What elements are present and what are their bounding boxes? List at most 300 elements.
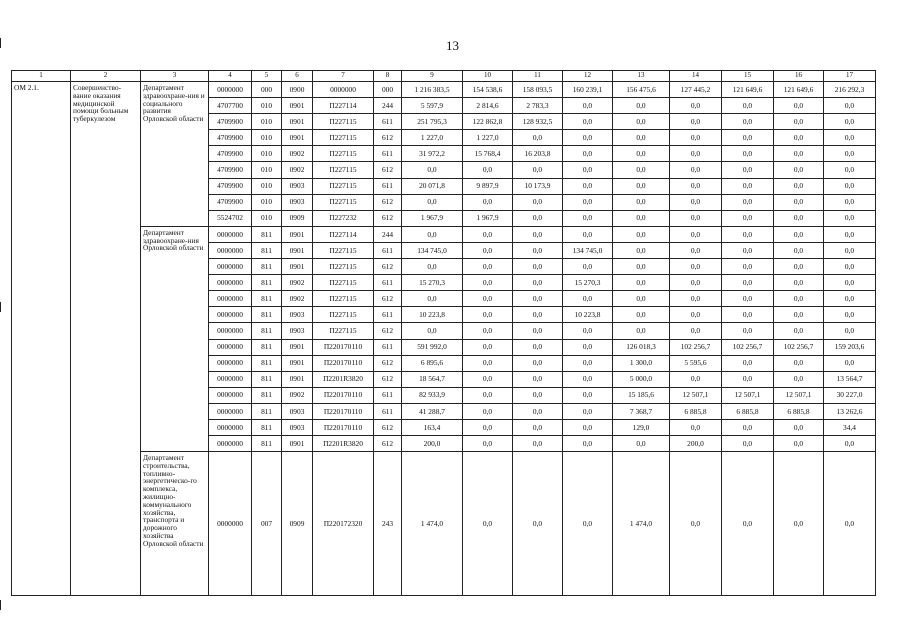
table-cell: П227115 xyxy=(313,242,374,258)
table-cell: 0,0 xyxy=(824,242,876,258)
table-cell: 20 071,8 xyxy=(402,178,463,194)
table-cell: 216 292,3 xyxy=(824,82,876,98)
table-cell: 0,0 xyxy=(563,162,613,178)
table-cell: 0,0 xyxy=(563,130,613,146)
table-cell: 158 093,5 xyxy=(513,82,563,98)
table-cell: 612 xyxy=(374,194,402,210)
table-cell: 0,0 xyxy=(670,275,722,291)
table-cell: 0,0 xyxy=(563,194,613,210)
table-cell: 0,0 xyxy=(463,242,513,258)
table-cell: 129,0 xyxy=(613,419,670,435)
column-number: 10 xyxy=(463,71,513,82)
table-cell: 160 239,1 xyxy=(563,82,613,98)
column-number: 4 xyxy=(209,71,252,82)
table-cell: 0,0 xyxy=(774,210,824,226)
table-cell: П227115 xyxy=(313,259,374,275)
table-cell: 0,0 xyxy=(670,291,722,307)
table-cell: 0,0 xyxy=(513,162,563,178)
table-cell: 102 256,7 xyxy=(774,339,824,355)
table-cell: 0,0 xyxy=(513,436,563,452)
table-cell: 0,0 xyxy=(670,419,722,435)
table-cell: 122 862,8 xyxy=(463,114,513,130)
table-cell: 102 256,7 xyxy=(670,339,722,355)
table-cell: 15 768,4 xyxy=(463,146,513,162)
table-cell: 0,0 xyxy=(463,436,513,452)
table-cell: 811 xyxy=(252,387,282,403)
table-cell: 0901 xyxy=(282,371,313,387)
table-cell: 0,0 xyxy=(402,162,463,178)
table-cell: 0,0 xyxy=(722,419,774,435)
table-cell: 0,0 xyxy=(722,178,774,194)
table-cell: 0,0 xyxy=(513,403,563,419)
table-cell: 41 288,7 xyxy=(402,403,463,419)
table-cell: 30 227,0 xyxy=(824,387,876,403)
table-cell: 0,0 xyxy=(670,307,722,323)
table-cell: П227114 xyxy=(313,98,374,114)
table-cell: 811 xyxy=(252,323,282,339)
table-cell: 811 xyxy=(252,226,282,242)
table-cell: 126 018,3 xyxy=(613,339,670,355)
table-cell: 010 xyxy=(252,146,282,162)
table-cell: 0,0 xyxy=(824,323,876,339)
table-cell: 0000000 xyxy=(209,339,252,355)
table-cell: 0,0 xyxy=(824,291,876,307)
executor-name: Департамент здравоохране-ния и социального развития Орловской области xyxy=(141,82,209,227)
table-cell: 0,0 xyxy=(722,259,774,275)
table-cell: П227115 xyxy=(313,130,374,146)
table-cell: 0,0 xyxy=(563,452,613,596)
table-cell: 0,0 xyxy=(613,146,670,162)
table-cell: 0,0 xyxy=(563,387,613,403)
column-number: 7 xyxy=(313,71,374,82)
table-cell: П2201R3820 xyxy=(313,371,374,387)
table-cell: 0000000 xyxy=(209,82,252,98)
table-cell: 0,0 xyxy=(670,98,722,114)
column-number: 5 xyxy=(252,71,282,82)
table-cell: 16 203,8 xyxy=(513,146,563,162)
table-cell: 0902 xyxy=(282,291,313,307)
table-cell: 010 xyxy=(252,194,282,210)
table-cell: 611 xyxy=(374,387,402,403)
column-number: 9 xyxy=(402,71,463,82)
table-cell: 0000000 xyxy=(209,226,252,242)
scan-edge-mark xyxy=(0,302,1,312)
table-cell: 0,0 xyxy=(513,452,563,596)
table-cell: 811 xyxy=(252,242,282,258)
table-cell: 0,0 xyxy=(513,194,563,210)
table-cell: 0,0 xyxy=(670,130,722,146)
table-cell: 0,0 xyxy=(513,275,563,291)
table-cell: 811 xyxy=(252,436,282,452)
table-cell: 0,0 xyxy=(774,275,824,291)
table-cell: 0,0 xyxy=(670,371,722,387)
table-cell: 0,0 xyxy=(513,226,563,242)
table-cell: 0901 xyxy=(282,226,313,242)
column-number: 1 xyxy=(12,71,71,82)
table-cell: 0,0 xyxy=(774,419,824,435)
table-cell: П227115 xyxy=(313,275,374,291)
table-cell: 0,0 xyxy=(774,259,824,275)
table-cell: 5 597,9 xyxy=(402,98,463,114)
table-cell: 811 xyxy=(252,355,282,371)
table-cell: 12 507,1 xyxy=(722,387,774,403)
column-number: 12 xyxy=(563,71,613,82)
table-cell: 0,0 xyxy=(722,355,774,371)
table-cell: 0,0 xyxy=(513,355,563,371)
table-cell: 1 967,9 xyxy=(402,210,463,226)
table-cell: 0,0 xyxy=(463,291,513,307)
table-cell: П227115 xyxy=(313,178,374,194)
table-cell: 0,0 xyxy=(670,162,722,178)
table-cell: П227115 xyxy=(313,162,374,178)
table-cell: 612 xyxy=(374,162,402,178)
table-cell: 0,0 xyxy=(824,275,876,291)
table-cell: 0902 xyxy=(282,275,313,291)
table-cell: 0,0 xyxy=(513,291,563,307)
table-cell: 0,0 xyxy=(824,355,876,371)
table-cell: 612 xyxy=(374,371,402,387)
table-cell: 0000000 xyxy=(209,436,252,452)
table-cell: 159 203,6 xyxy=(824,339,876,355)
table-cell: 0,0 xyxy=(463,162,513,178)
table-cell: 611 xyxy=(374,307,402,323)
table-cell: 0,0 xyxy=(774,226,824,242)
table-cell: 0,0 xyxy=(722,275,774,291)
table-cell: 0000000 xyxy=(313,82,374,98)
table-cell: П220172320 xyxy=(313,452,374,596)
table-cell: 811 xyxy=(252,291,282,307)
table-cell: 0,0 xyxy=(824,178,876,194)
table-cell: 4709900 xyxy=(209,130,252,146)
table-cell: 1 474,0 xyxy=(613,452,670,596)
table-cell: П227115 xyxy=(313,291,374,307)
table-cell: 0,0 xyxy=(613,194,670,210)
table-cell: 612 xyxy=(374,436,402,452)
table-cell: 0,0 xyxy=(613,114,670,130)
table-cell: 12 507,1 xyxy=(774,387,824,403)
table-cell: 0,0 xyxy=(613,291,670,307)
table-cell: П227115 xyxy=(313,114,374,130)
table-cell: 121 649,6 xyxy=(722,82,774,98)
table-cell: 010 xyxy=(252,162,282,178)
table-cell: 0,0 xyxy=(563,114,613,130)
table-cell: 010 xyxy=(252,178,282,194)
table-cell: 0,0 xyxy=(513,339,563,355)
table-cell: 0,0 xyxy=(824,194,876,210)
table-cell: 121 649,6 xyxy=(774,82,824,98)
column-number: 11 xyxy=(513,71,563,82)
table-cell: 0,0 xyxy=(670,259,722,275)
table-cell: 4707700 xyxy=(209,98,252,114)
table-cell: 0,0 xyxy=(824,98,876,114)
table-cell: 2 814,6 xyxy=(463,98,513,114)
table-cell: 6 885,8 xyxy=(670,403,722,419)
table-cell: 18 564,7 xyxy=(402,371,463,387)
table-cell: 200,0 xyxy=(670,436,722,452)
table-cell: 4709900 xyxy=(209,146,252,162)
table-cell: 0902 xyxy=(282,146,313,162)
table-cell: 0000000 xyxy=(209,452,252,596)
table-cell: 0,0 xyxy=(513,210,563,226)
table-cell: 0,0 xyxy=(722,307,774,323)
table-cell: 0901 xyxy=(282,355,313,371)
table-cell: 102 256,7 xyxy=(722,339,774,355)
table-cell: 0,0 xyxy=(402,323,463,339)
header-row xyxy=(12,71,876,82)
table-cell: 811 xyxy=(252,371,282,387)
table-cell: 4709900 xyxy=(209,178,252,194)
table-row xyxy=(12,82,876,98)
table-cell: 0909 xyxy=(282,210,313,226)
table-cell: 0903 xyxy=(282,194,313,210)
table-cell: 811 xyxy=(252,307,282,323)
table-cell: 4709900 xyxy=(209,114,252,130)
table-cell: 0,0 xyxy=(670,178,722,194)
table-cell: 0,0 xyxy=(402,194,463,210)
table-cell: 0909 xyxy=(282,452,313,596)
table-cell: 0000000 xyxy=(209,355,252,371)
table-cell: 0,0 xyxy=(613,242,670,258)
table-cell: 0,0 xyxy=(722,130,774,146)
table-cell: 0,0 xyxy=(722,436,774,452)
table-cell: П227114 xyxy=(313,226,374,242)
table-cell: 0,0 xyxy=(613,307,670,323)
table-cell: 0000000 xyxy=(209,403,252,419)
table-cell: 0,0 xyxy=(774,98,824,114)
table-cell: 1 300,0 xyxy=(613,355,670,371)
table-cell: 0901 xyxy=(282,114,313,130)
column-number: 17 xyxy=(824,71,876,82)
table-cell: 251 795,3 xyxy=(402,114,463,130)
table-cell: 0,0 xyxy=(722,194,774,210)
table-cell: 0,0 xyxy=(824,146,876,162)
table-cell: 1 967,9 xyxy=(463,210,513,226)
table-cell: 0,0 xyxy=(563,291,613,307)
table-cell: 0,0 xyxy=(670,210,722,226)
table-cell: 0000000 xyxy=(209,259,252,275)
table-cell: П227115 xyxy=(313,194,374,210)
table-cell: 31 972,2 xyxy=(402,146,463,162)
table-cell: 000 xyxy=(374,82,402,98)
table-cell: 0,0 xyxy=(670,242,722,258)
table-cell: 612 xyxy=(374,130,402,146)
table-cell: 6 885,8 xyxy=(774,403,824,419)
table-cell: 13 262,6 xyxy=(824,403,876,419)
table-cell: 0000000 xyxy=(209,275,252,291)
table-cell: 0,0 xyxy=(824,130,876,146)
table-cell: 611 xyxy=(374,114,402,130)
table-cell: 0902 xyxy=(282,387,313,403)
table-cell: 6 895,6 xyxy=(402,355,463,371)
table-cell: 0,0 xyxy=(463,371,513,387)
table-cell: П220170110 xyxy=(313,355,374,371)
table-cell: П227115 xyxy=(313,307,374,323)
table-cell: 15 185,6 xyxy=(613,387,670,403)
table-cell: 0,0 xyxy=(463,226,513,242)
column-number: 13 xyxy=(613,71,670,82)
table-row xyxy=(12,226,876,242)
table-cell: 82 933,9 xyxy=(402,387,463,403)
table-cell: 0000000 xyxy=(209,291,252,307)
table-cell: 6 885,8 xyxy=(722,403,774,419)
table-cell: 5 000,0 xyxy=(613,371,670,387)
table-cell: 0,0 xyxy=(670,323,722,339)
table-cell: 0901 xyxy=(282,242,313,258)
table-cell: 0,0 xyxy=(613,436,670,452)
page-number: 13 xyxy=(446,38,459,53)
table-cell: 0903 xyxy=(282,419,313,435)
table-cell: П220170110 xyxy=(313,387,374,403)
column-number: 3 xyxy=(141,71,209,82)
table-cell: 244 xyxy=(374,98,402,114)
table-cell: 0,0 xyxy=(463,403,513,419)
table-cell: 0,0 xyxy=(513,242,563,258)
table-cell: 0901 xyxy=(282,339,313,355)
table-cell: 0,0 xyxy=(722,162,774,178)
table-cell: 0,0 xyxy=(774,291,824,307)
table-cell: 0,0 xyxy=(402,259,463,275)
table-cell: 0,0 xyxy=(613,162,670,178)
table-cell: 010 xyxy=(252,130,282,146)
table-cell: 0,0 xyxy=(774,130,824,146)
table-cell: 0,0 xyxy=(774,452,824,596)
table-cell: 0,0 xyxy=(774,178,824,194)
table-cell: П227232 xyxy=(313,210,374,226)
table-cell: 612 xyxy=(374,210,402,226)
table-cell: 0,0 xyxy=(513,259,563,275)
table-cell: 0,0 xyxy=(402,226,463,242)
table-cell: 0,0 xyxy=(563,419,613,435)
table-cell: 128 932,5 xyxy=(513,114,563,130)
table-cell: 0,0 xyxy=(463,339,513,355)
table-cell: 0,0 xyxy=(563,146,613,162)
table-cell: 0,0 xyxy=(463,307,513,323)
table-cell: 0903 xyxy=(282,307,313,323)
table-cell: 134 745,0 xyxy=(563,242,613,258)
table-cell: 0,0 xyxy=(722,210,774,226)
table-cell: П220170110 xyxy=(313,403,374,419)
table-cell: 612 xyxy=(374,291,402,307)
table-cell: 0,0 xyxy=(402,291,463,307)
table-cell: 4709900 xyxy=(209,194,252,210)
table-cell: П2201R3820 xyxy=(313,436,374,452)
table-cell: 0903 xyxy=(282,178,313,194)
table-cell: 0,0 xyxy=(463,452,513,596)
table-cell: 611 xyxy=(374,178,402,194)
table-cell: 0,0 xyxy=(670,114,722,130)
table-cell: 0000000 xyxy=(209,323,252,339)
table-cell: 4709900 xyxy=(209,162,252,178)
table-cell: 0,0 xyxy=(722,452,774,596)
scan-edge-mark xyxy=(0,600,1,610)
table-cell: 612 xyxy=(374,355,402,371)
executor-name: Департамент строительства, топливно-энергетическо-го комплекса, жилищно-коммунального хозяйства, транспорта и дорожного хозяйства Орловской области xyxy=(141,452,209,596)
table-cell: 811 xyxy=(252,259,282,275)
table-cell: 0,0 xyxy=(824,259,876,275)
table-cell: 0901 xyxy=(282,98,313,114)
table-cell: 0,0 xyxy=(722,242,774,258)
table-cell: 34,4 xyxy=(824,419,876,435)
table-cell: 0,0 xyxy=(513,307,563,323)
table-cell: 163,4 xyxy=(402,419,463,435)
table-cell: 0,0 xyxy=(563,259,613,275)
table-cell: П220170110 xyxy=(313,339,374,355)
table-cell: 612 xyxy=(374,323,402,339)
table-cell: 0,0 xyxy=(722,114,774,130)
table-cell: 1 216 383,5 xyxy=(402,82,463,98)
table-cell: 0,0 xyxy=(613,275,670,291)
table-cell: 0,0 xyxy=(613,259,670,275)
column-number: 6 xyxy=(282,71,313,82)
table-cell: 0,0 xyxy=(774,162,824,178)
table-cell: 1 474,0 xyxy=(402,452,463,596)
table-cell: 0,0 xyxy=(774,371,824,387)
table-cell: 0,0 xyxy=(563,226,613,242)
table-cell: 127 445,2 xyxy=(670,82,722,98)
table-cell: 243 xyxy=(374,452,402,596)
table-cell: 12 507,1 xyxy=(670,387,722,403)
table-cell: 0,0 xyxy=(774,146,824,162)
table-cell: 0,0 xyxy=(563,436,613,452)
table-cell: 0903 xyxy=(282,323,313,339)
table-cell: 0,0 xyxy=(613,130,670,146)
table-cell: 134 745,0 xyxy=(402,242,463,258)
table-cell: 0901 xyxy=(282,130,313,146)
table-cell: 0,0 xyxy=(774,436,824,452)
table-cell: 0,0 xyxy=(774,307,824,323)
table-cell: 0,0 xyxy=(563,339,613,355)
column-number: 8 xyxy=(374,71,402,82)
column-number: 16 xyxy=(774,71,824,82)
table-cell: 0000000 xyxy=(209,419,252,435)
table-cell: 0,0 xyxy=(613,323,670,339)
table-cell: 612 xyxy=(374,419,402,435)
table-cell: 0,0 xyxy=(513,387,563,403)
table-cell: 9 897,9 xyxy=(463,178,513,194)
table-cell: 0,0 xyxy=(774,114,824,130)
table-cell: 010 xyxy=(252,98,282,114)
executor-name: Департамент здравоохране-ния Орловской области xyxy=(141,226,209,451)
table-cell: 0,0 xyxy=(670,194,722,210)
table-cell: 0,0 xyxy=(824,452,876,596)
table-cell: 0,0 xyxy=(463,259,513,275)
table-cell: 13 564,7 xyxy=(824,371,876,387)
table-cell: П227115 xyxy=(313,146,374,162)
table-cell: 0,0 xyxy=(670,452,722,596)
table-cell: 0,0 xyxy=(563,403,613,419)
table-cell: 611 xyxy=(374,275,402,291)
table-row xyxy=(12,452,876,596)
table-cell: 0,0 xyxy=(722,371,774,387)
table-cell: 0,0 xyxy=(824,436,876,452)
table-cell: 010 xyxy=(252,114,282,130)
table-cell: 0,0 xyxy=(613,178,670,194)
table-cell: 0,0 xyxy=(670,146,722,162)
table-cell: 0,0 xyxy=(824,162,876,178)
table-cell: 0,0 xyxy=(563,355,613,371)
table-cell: 0,0 xyxy=(824,114,876,130)
column-number: 15 xyxy=(722,71,774,82)
scan-edge-mark xyxy=(0,38,1,48)
table-cell: 0,0 xyxy=(824,210,876,226)
table-cell: 244 xyxy=(374,226,402,242)
table-cell: 0,0 xyxy=(824,226,876,242)
table-cell: 15 270,3 xyxy=(402,275,463,291)
table-body xyxy=(12,71,876,596)
table-cell: 0000000 xyxy=(209,307,252,323)
table-cell: 156 475,6 xyxy=(613,82,670,98)
table-cell: 0,0 xyxy=(722,98,774,114)
